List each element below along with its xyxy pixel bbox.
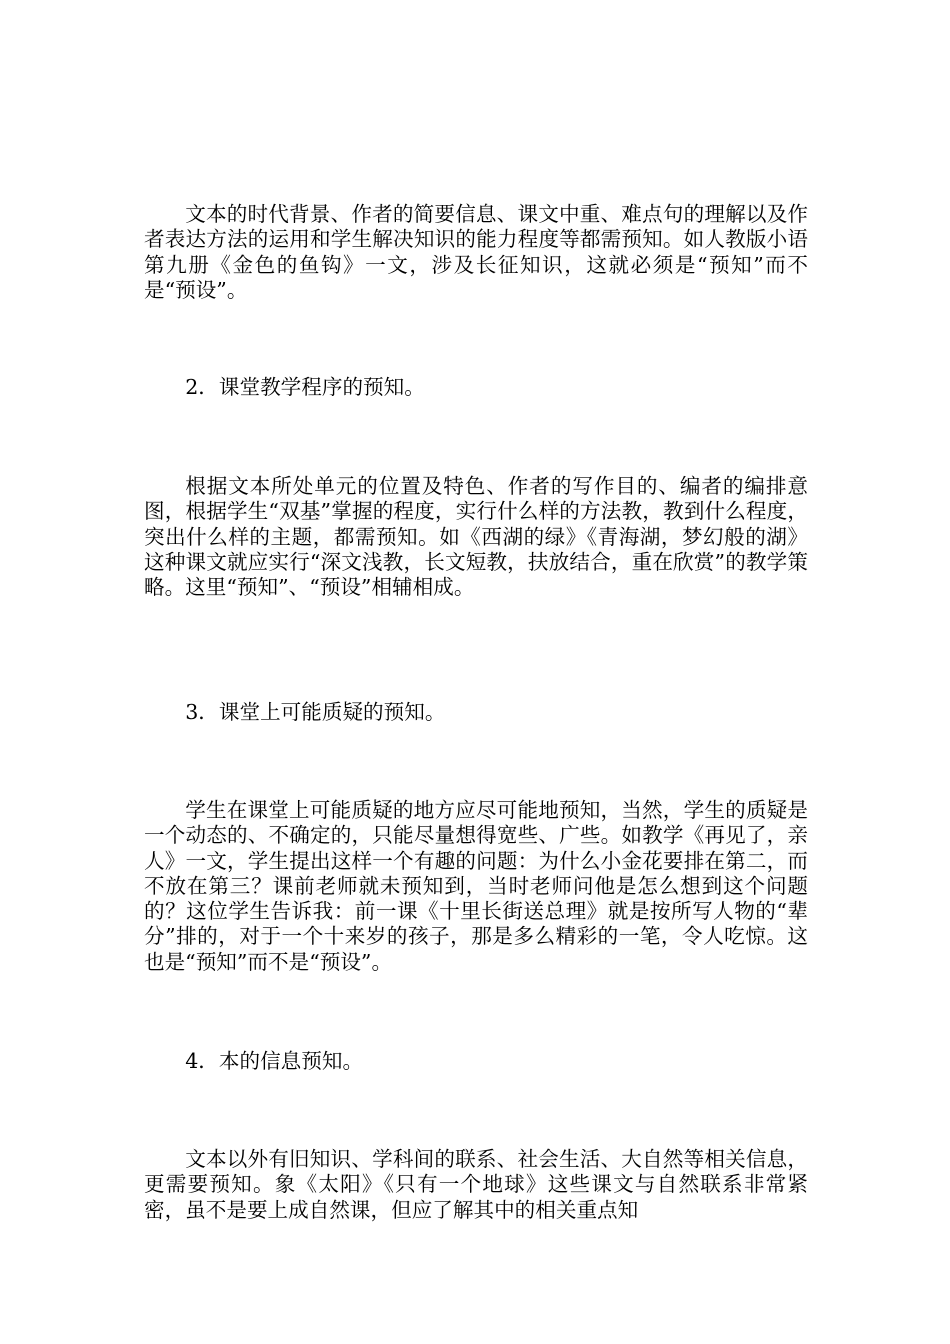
paragraph-information-preview: 文本以外有旧知识、学科间的联系、社会生活、大自然等相关信息，更需要预知。象《太阳》《只有一个地球》这些课文与自然联系非常紧密，虽不是要上成自然课，但应了解其中的相关重点知 xyxy=(144,1147,808,1222)
paragraph-teaching-procedure: 根据文本所处单元的位置及特色、作者的写作目的、编者的编排意图，根据学生“双基”掌握的程度，实行什么样的方法教，教到什么程度，突出什么样的主题，都需预知。如《西湖的绿》《青海湖，梦幻般的湖》这种课文就应实行“深文浅教，长文短教，扶放结合，重在欣赏”的教学策略。这里“预知”、“预设”相辅相成。 xyxy=(144,474,808,600)
paragraph-classroom-questions: 学生在课堂上可能质疑的地方应尽可能地预知，当然，学生的质疑是一个动态的、不确定的，只能尽量想得宽些、广些。如教学《再见了，亲人》一文，学生提出这样一个有趣的问题：为什么小金花要排在第二，而不放在第三？课前老师就未预知到，当时老师问他是怎么想到这个问题的？这位学生告诉我：前一课《十里长街送总理》就是按所写人物的“辈分”排的，对于一个十来岁的孩子，那是多么精彩的一笔，令人吃惊。这也是“预知”而不是“预设”。 xyxy=(144,798,808,974)
section-heading-3: 3．课堂上可能质疑的预知。 xyxy=(185,700,446,724)
paragraph-text-background: 文本的时代背景、作者的简要信息、课文中重、难点句的理解以及作者表达方法的运用和学生解决知识的能力程度等都需预知。如人教版小语第九册《金色的鱼钩》一文，涉及长征知识，这就必须是“预知”而不是“预设”。 xyxy=(144,202,808,302)
section-heading-2: 2．课堂教学程序的预知。 xyxy=(185,375,425,399)
section-heading-4: 4．本的信息预知。 xyxy=(185,1049,364,1073)
